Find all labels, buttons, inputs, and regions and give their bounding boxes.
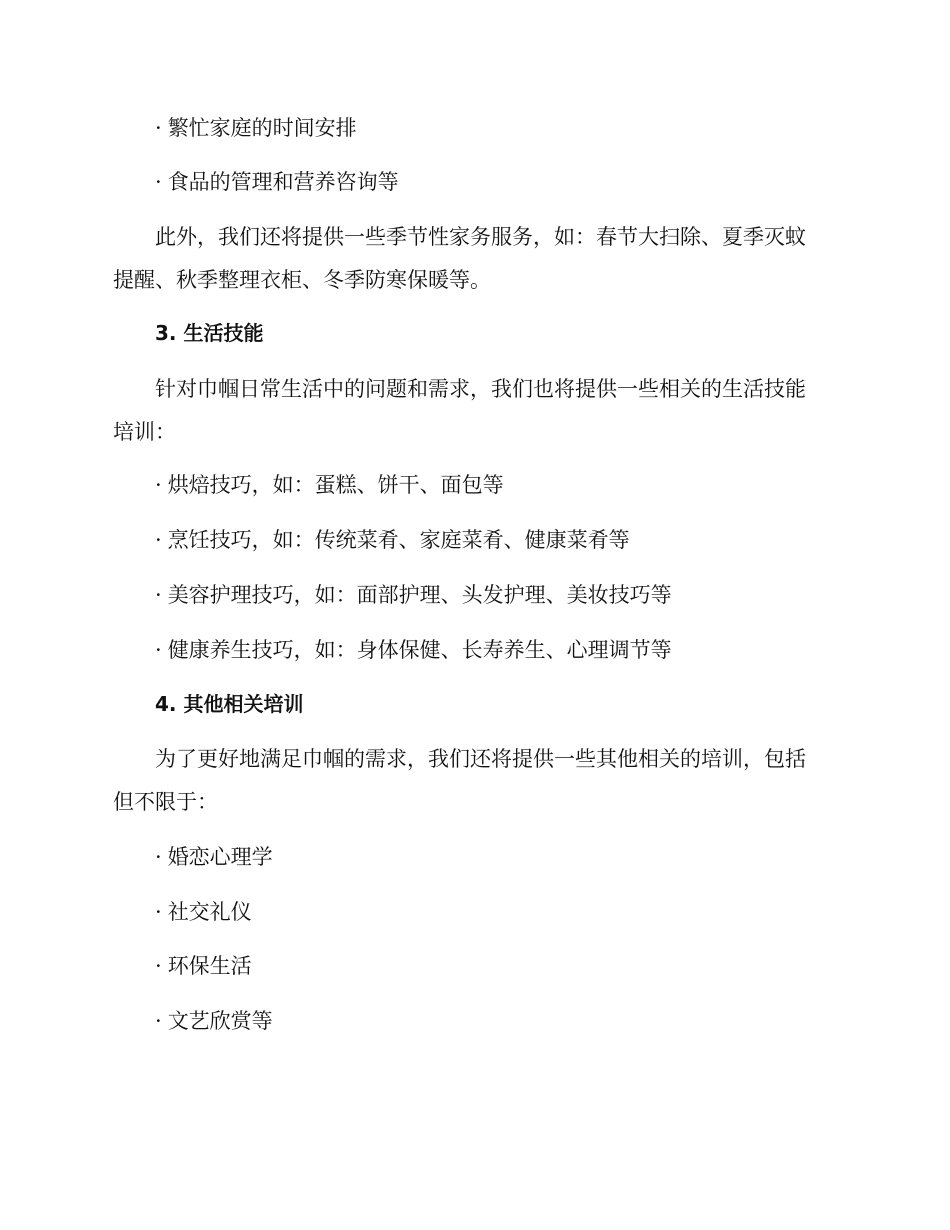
bullet-glyph: · [155, 638, 162, 662]
list-item-text: 美容护理技巧，如：面部护理、头发护理、美妆技巧等 [167, 583, 672, 607]
list-item-text: 社交礼仪 [167, 900, 252, 924]
section-heading: 3. 生活技能 [155, 321, 264, 345]
paragraph-line: 此外，我们还将提供一些季节性家务服务，如：春节大扫除、夏季灭蚊 [155, 225, 806, 249]
section-heading: 4. 其他相关培训 [155, 692, 304, 716]
paragraph-line: 针对巾帼日常生活中的问题和需求，我们也将提供一些相关的生活技能 [155, 377, 806, 401]
list-item [0, 897, 950, 927]
list-item [0, 525, 950, 555]
bullet-glyph: · [155, 1009, 162, 1033]
paragraph-line: 但不限于： [113, 790, 218, 814]
list-item [0, 635, 950, 665]
list-item-text: 文艺欣赏等 [167, 1009, 273, 1033]
bullet-glyph: · [155, 473, 162, 497]
list-item [0, 951, 950, 981]
list-item [0, 580, 950, 610]
bullet-glyph: · [155, 528, 162, 552]
list-item [0, 113, 950, 143]
bullet-glyph: · [155, 845, 162, 869]
bullet-glyph: · [155, 954, 162, 978]
paragraph-line: 培训： [113, 420, 176, 444]
list-item [0, 1006, 950, 1036]
list-item [0, 167, 950, 197]
list-item-text: 烹饪技巧，如：传统菜肴、家庭菜肴、健康菜肴等 [167, 528, 630, 552]
list-item-text: 烘焙技巧，如：蛋糕、饼干、面包等 [167, 473, 504, 497]
list-item-text: 繁忙家庭的时间安排 [167, 116, 357, 140]
bullet-glyph: · [155, 900, 162, 924]
paragraph-line: 提醒、秋季整理衣柜、冬季防寒保暖等。 [113, 268, 491, 292]
list-item [0, 470, 950, 500]
bullet-glyph: · [155, 170, 162, 194]
bullet-glyph: · [155, 583, 162, 607]
list-item-text: 环保生活 [167, 954, 252, 978]
list-item-text: 婚恋心理学 [167, 845, 273, 869]
list-item-text: 健康养生技巧，如：身体保健、长寿养生、心理调节等 [167, 638, 672, 662]
paragraph-line: 为了更好地满足巾帼的需求，我们还将提供一些其他相关的培训，包括 [155, 747, 806, 771]
list-item-text: 食品的管理和营养咨询等 [167, 170, 399, 194]
list-item [0, 842, 950, 872]
bullet-glyph: · [155, 116, 162, 140]
